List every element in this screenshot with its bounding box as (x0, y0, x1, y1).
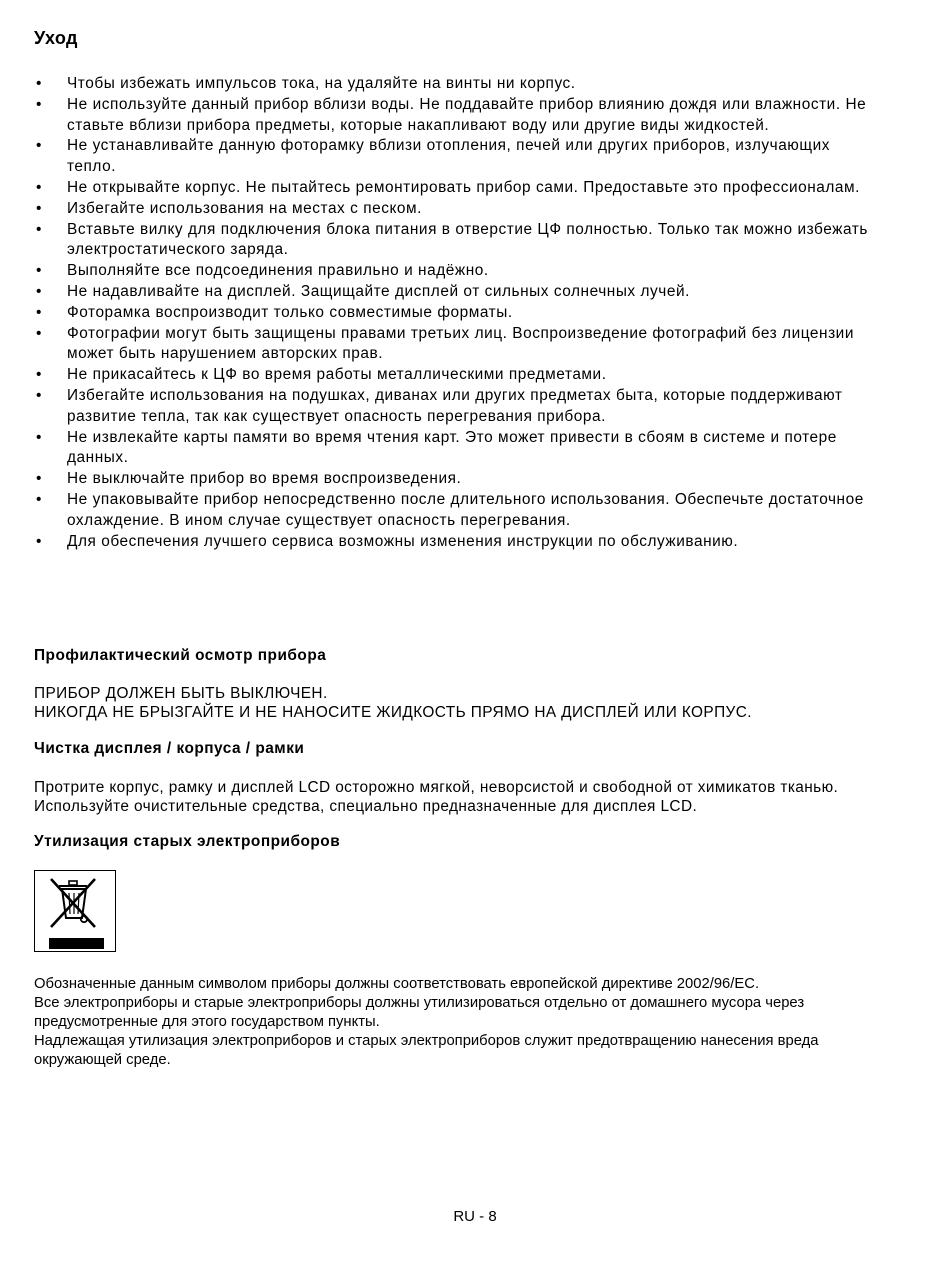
care-item-text: Не выключайте прибор во время воспроизведения. (67, 470, 462, 488)
care-list-item (34, 469, 874, 490)
disposal-line-2: Все электроприборы и старые электроприборы должны утилизироваться отдельно от домашнего мусора через предусмотренные для этого государством пункты. (34, 995, 805, 1030)
bullet-marker: • (36, 199, 42, 217)
care-item-text: Вставьте вилку для подключения блока питания в отверстие ЦФ полностью. Только так можно избежать электростатического заряда. (67, 220, 868, 259)
care-list-item (34, 532, 874, 553)
disposal-line-3: Надлежащая утилизация электроприборов и старых электроприборов служит предотвращению нанесения вреда окружающей среде. (34, 1033, 819, 1068)
inspection-line-2: НИКОГДА НЕ БРЫЗГАЙТЕ И НЕ НАНОСИТЕ ЖИДКОСТЬ ПРЯМО НА ДИСПЛЕЙ ИЛИ КОРПУС. (34, 704, 752, 721)
care-item-text: Избегайте использования на местах с песком. (67, 199, 422, 217)
care-item-text: Не используйте данный прибор вблизи воды. Не поддавайте прибор влиянию дождя или влажности. Не ставьте вблизи прибора предметы, которые накапливают воду или другие виды жидкостей. (67, 95, 867, 134)
care-item-text: Не упаковывайте прибор непосредственно после длительного использования. Обеспечьте достаточное охлаждение. В ином случае существует опасность перегревания. (67, 490, 864, 529)
care-item-text: Выполняйте все подсоединения правильно и надёжно. (67, 262, 489, 280)
care-list (34, 74, 874, 552)
care-heading: Уход (34, 28, 78, 48)
care-item-text: Чтобы избежать импульсов тока, на удаляйте на винты ни корпус. (67, 75, 576, 92)
care-list-item (34, 490, 874, 532)
care-list-item (34, 95, 874, 137)
bullet-marker: • (36, 220, 42, 238)
inspection-heading: Профилактический осмотр прибора (34, 647, 327, 664)
inspection-text (34, 684, 874, 722)
care-list-item (34, 282, 874, 303)
cleaning-text: Протрите корпус, рамку и дисплей LCD осторожно мягкой, неворсистой и свободной от химикатов тканью. Используйте очистительные средства, специально предназначенные для дисплея LCD. (34, 779, 839, 815)
disposal-heading: Утилизация старых электроприборов (34, 833, 341, 850)
bullet-marker: • (36, 366, 42, 384)
cleaning-heading: Чистка дисплея / корпуса / рамки (34, 740, 305, 757)
care-list-item (34, 365, 874, 386)
bullet-marker: • (36, 428, 42, 446)
care-list-item (34, 136, 874, 178)
care-list-item (34, 261, 874, 282)
bullet-marker: • (36, 532, 42, 550)
care-list-item (34, 303, 874, 324)
care-item-text: Для обеспечения лучшего сервиса возможны изменения инструкции по обслуживанию. (67, 532, 739, 550)
bullet-marker: • (36, 137, 42, 155)
disposal-text (34, 975, 874, 1070)
care-item-text: Фотографии могут быть защищены правами третьих лиц. Воспроизведение фотографий без лицензии может быть нарушением авторских прав. (67, 324, 854, 363)
bullet-marker: • (36, 303, 42, 321)
weee-crossed-bin-icon (34, 870, 116, 952)
care-list-item (34, 220, 874, 262)
care-item-text: Не открывайте корпус. Не пытайтесь ремонтировать прибор сами. Предоставьте это профессионалам. (67, 178, 860, 196)
care-list-item (34, 199, 874, 220)
bullet-marker: • (36, 490, 42, 508)
care-item-text: Не устанавливайте данную фоторамку вблизи отопления, печей или других приборов, излучающих тепло. (67, 137, 831, 176)
care-item-text: Избегайте использования на подушках, диванах или других предметах быта, которые поддерживают развитие тепла, так как существует опасность перегревания прибора. (67, 386, 843, 425)
bullet-marker: • (36, 262, 42, 280)
bullet-marker: • (36, 470, 42, 488)
care-list-item (34, 386, 874, 428)
care-item-text: Не извлекайте карты памяти во время чтения карт. Это может привести в сбоям в системе и потере данных. (67, 428, 837, 467)
bullet-marker: • (36, 95, 42, 113)
bullet-marker: • (36, 282, 42, 300)
care-list-item (34, 428, 874, 470)
bullet-marker: • (36, 386, 42, 404)
bullet-marker: • (36, 75, 42, 92)
care-item-text: Фоторамка воспроизводит только совместимые форматы. (67, 303, 513, 321)
care-list-item (34, 178, 874, 199)
page-number: RU - 8 (453, 1208, 497, 1225)
bullet-marker: • (36, 324, 42, 342)
inspection-line-1: ПРИБОР ДОЛЖЕН БЫТЬ ВЫКЛЮЧЕН. (34, 685, 328, 702)
care-item-text: Не надавливайте на дисплей. Защищайте дисплей от сильных солнечных лучей. (67, 282, 690, 300)
care-list-item (34, 74, 874, 95)
disposal-line-1: Обозначенные данным символом приборы должны соответствовать европейской директиве 2002/96/EC. (34, 976, 760, 992)
care-list-item (34, 324, 874, 366)
care-item-text: Не прикасайтесь к ЦФ во время работы металлическими предметами. (67, 366, 607, 384)
bullet-marker: • (36, 178, 42, 196)
